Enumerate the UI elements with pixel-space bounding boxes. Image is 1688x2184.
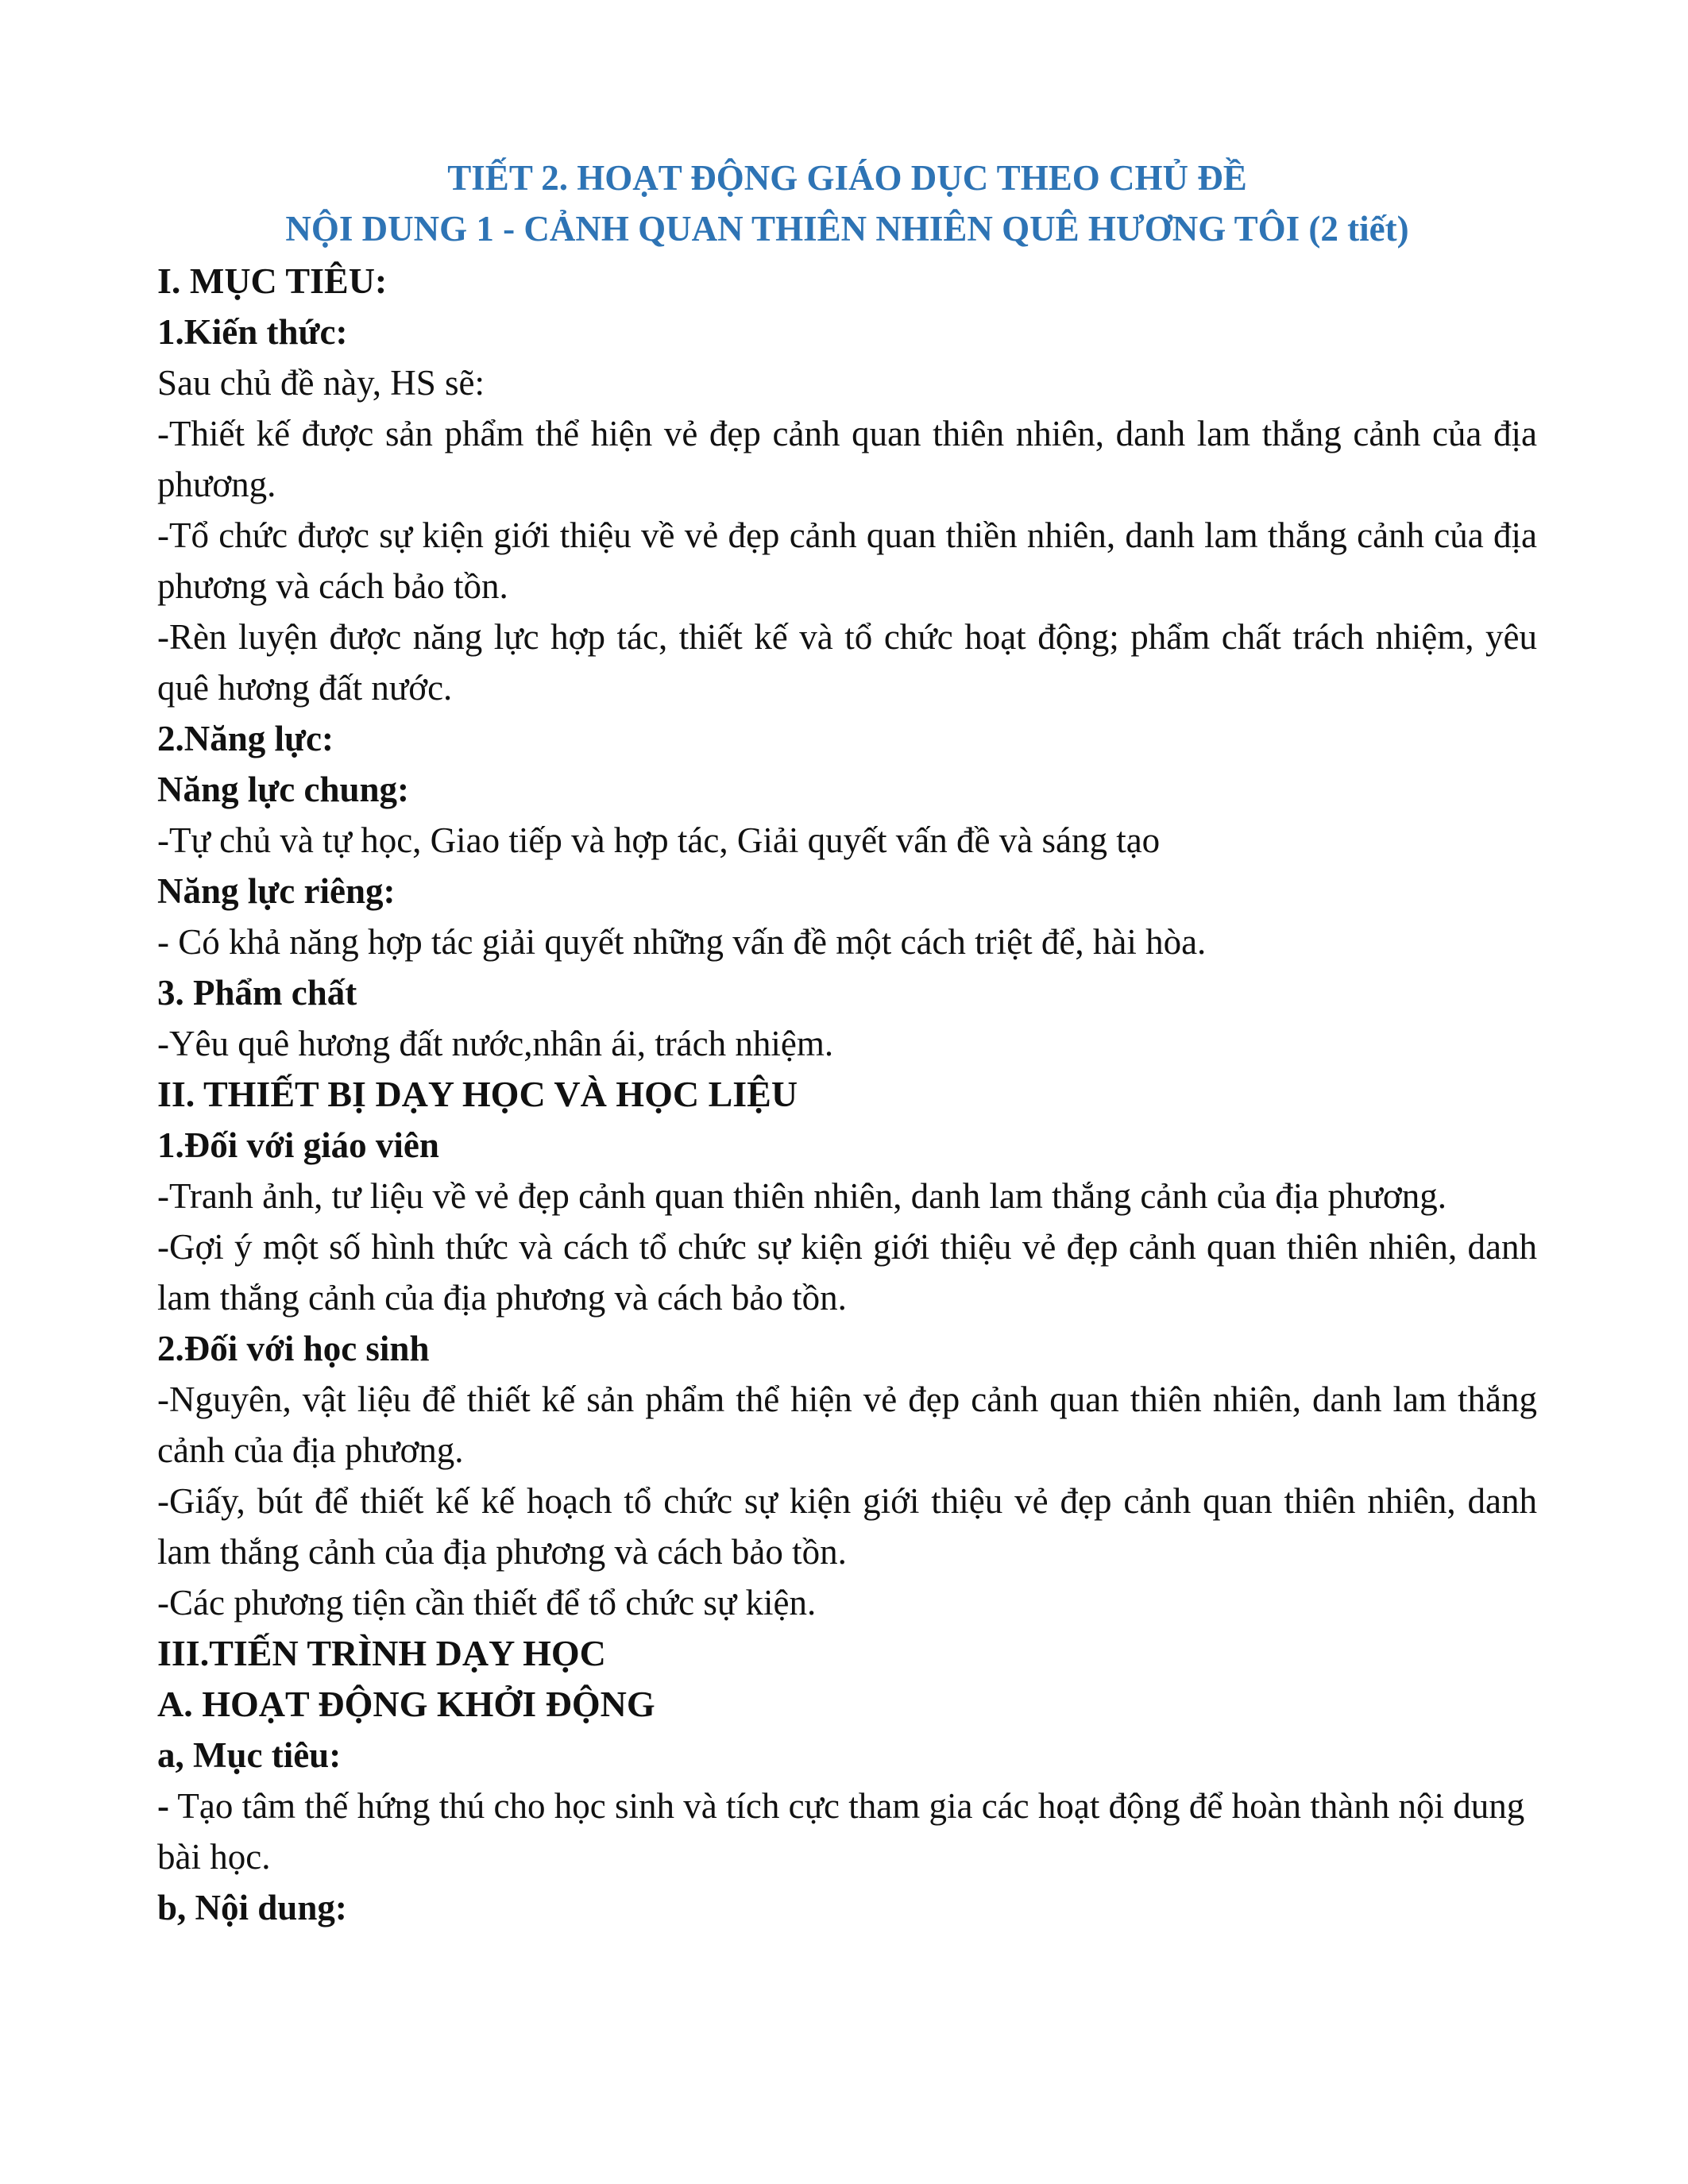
section-heading-equipment: II. THIẾT BỊ DẠY HỌC VÀ HỌC LIỆU — [157, 1074, 798, 1114]
list-item: -Giấy, bút để thiết kế kế hoạch tổ chức sự kiện giới thiệu vẻ đẹp cảnh quan thiên nhiên, danh lam thắng cảnh của địa phương và cách bảo tồn. — [157, 1481, 1537, 1572]
list-item: -Nguyên, vật liệu để thiết kế sản phẩm thể hiện vẻ đẹp cảnh quan thiên nhiên, danh lam thắng cảnh của địa phương. — [157, 1379, 1537, 1470]
list-item: -Tổ chức được sự kiện giới thiệu về vẻ đẹp cảnh quan thiền nhiên, danh lam thắng cảnh của địa phương và cách bảo tồn. — [157, 515, 1537, 606]
subheading-teacher: 1.Đối với giáo viên — [157, 1125, 439, 1165]
paragraph: Sau chủ đề này, HS sẽ: — [157, 363, 485, 403]
paragraph — [157, 1781, 1537, 1882]
paragraph: -Tự chủ và tự học, Giao tiếp và hợp tác, Giải quyết vấn đề và sáng tạo — [157, 820, 1161, 860]
list-item: -Các phương tiện cần thiết để tổ chức sự kiện. — [157, 1583, 817, 1623]
dash-marker: - — [157, 1786, 169, 1826]
list-item: -Thiết kế được sản phẩm thể hiện vẻ đẹp cảnh quan thiên nhiên, danh lam thắng cảnh của địa phương. — [157, 414, 1537, 504]
section-heading-warmup: A. HOẠT ĐỘNG KHỞI ĐỘNG — [157, 1684, 655, 1724]
section-heading-objectives: I. MỤC TIÊU: — [157, 260, 388, 301]
subheading-objective: a, Mục tiêu: — [157, 1735, 342, 1775]
subheading-content: b, Nội dung: — [157, 1888, 347, 1927]
subheading-qualities: 3. Phẩm chất — [157, 973, 357, 1013]
subheading-specific-competence: Năng lực riêng: — [157, 871, 396, 911]
lesson-title: TIẾT 2. HOẠT ĐỘNG GIÁO DỤC THEO CHỦ ĐỀ — [447, 158, 1247, 198]
list-item: -Gợi ý một số hình thức và cách tổ chức sự kiện giới thiệu vẻ đẹp cảnh quan thiên nhiên, danh lam thắng cảnh của địa phương và cách bảo tồn. — [157, 1227, 1537, 1318]
subheading-general-competence: Năng lực chung: — [157, 770, 410, 809]
document-body — [157, 256, 1537, 1933]
list-item: -Tranh ảnh, tư liệu về vẻ đẹp cảnh quan thiên nhiên, danh lam thắng cảnh của địa phương. — [157, 1176, 1447, 1216]
section-heading-process: III.TIẾN TRÌNH DẠY HỌC — [157, 1633, 606, 1673]
subheading-competence: 2.Năng lực: — [157, 719, 334, 758]
paragraph: - Có khả năng hợp tác giải quyết những vấn đề một cách triệt để, hài hòa. — [157, 922, 1207, 962]
paragraph: -Yêu quê hương đất nước,nhân ái, trách nhiệm. — [157, 1024, 834, 1063]
subheading-student: 2.Đối với học sinh — [157, 1329, 430, 1368]
paragraph-text: Tạo tâm thế hứng thú cho học sinh và tích cực tham gia các hoạt động để hoàn thành nội dung bài học. — [157, 1786, 1525, 1877]
subheading-knowledge: 1.Kiến thức: — [157, 312, 348, 352]
content-title: NỘI DUNG 1 - CẢNH QUAN THIÊN NHIÊN QUÊ HƯƠNG TÔI (2 tiết) — [285, 209, 1409, 249]
list-item: -Rèn luyện được năng lực hợp tác, thiết kế và tổ chức hoạt động; phẩm chất trách nhiệm, yêu quê hương đất nước. — [157, 617, 1537, 708]
